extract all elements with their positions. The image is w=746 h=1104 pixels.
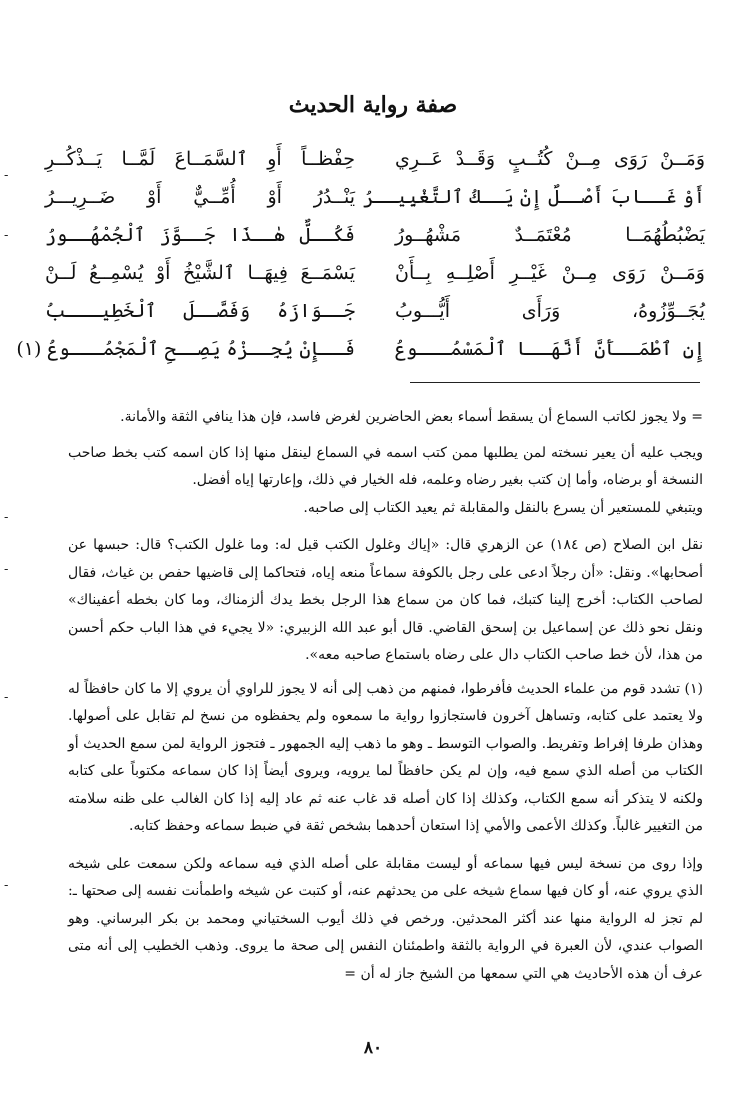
verse-second-hemistich: يَنْــدُرُ أَوْ أُمِّــيٌّ أَوْ ضَــرِيـــرُ (45, 186, 355, 208)
verse-second-hemistich: يَسْمَــعَ فِيهَــا ٱلشَّيْخُ أَوْ يُسْمِــعُ لَــنْ (45, 262, 355, 284)
footnote-separator (410, 382, 700, 383)
poem-verses (16, 140, 705, 368)
verse-second-hemistich: جَــوَازَهُ وَفَصَّــلَ ٱلْخَطِيـــبُ (45, 300, 355, 322)
verse-first-hemistich: أَوْ غَــابَ أَصْــلٌ إِنْ يَــكُ ٱلتَّغْيِيــرُ (363, 186, 705, 208)
verse-first-hemistich: وَمَــنْ رَوَى مِــنْ كُتُــبٍ وَقَــدْ عَــرِي (395, 148, 705, 170)
verse-first-hemistich: وَمَــنْ رَوَى مِــنْ غَيْــرِ أَصْلِــهِ بِــأَنْ (395, 262, 705, 284)
note-continuation: = ولا يجوز لكاتب السماع أن يسقط أسماء بعض الحاضرين لغرض فاسد، فإن هذا ينافي الثقة والأمانة. (120, 409, 703, 425)
footnote-1: (١) تشدد قوم من علماء الحديث فأفرطوا، فمنهم من ذهب إلى أنه لا يجوز للراوي أن يروي إلا ما كان حافظاً له ولا يعتمد على كتابه، وتساهل آخرون فاستجازوا رواية ما سمعوه ولم يحفظوه من نسخ لم تقابل على أصولها. وهذان طرفا إفراط وتفريط. والصواب التوسط ـ وهو ما ذهب إليه الجمهور ـ فتجوز الرواية لمن سمع الحديث أو الكتاب من أصله الذي سمع فيه، وإن لم يكن حافظاً لما يرويه، ويروى أيضاً إذا كان سماعه مكتوباً على كتابه ولكنه لا يتذكر أنه سمع الكتاب، وكذلك إذا كان أصله قد غاب عنه ثم عاد إليه إذا كان الغالب على ظنه سلامته من التغيير غالباً. وكذلك الأعمى والأمي إذا استعان أحدهما بشخص ثقة في ضبط سماعه وحفظ كتابه. (68, 680, 703, 834)
note-paragraph: ويجب عليه أن يعير نسخته لمن يطلبها ممن كتب اسمه في السماع لينقل منها إذا كان اسمه كتب بخط صاحب النسخة أو برضاه، وأما إن كتب بغير رضاه وعلمه، فله الخيار في ذلك، وإعارتها إياه أفضل. (68, 444, 703, 488)
verse-first-hemistich: يَضْبُطُهُمَــا مُعْتَمَــدٌ مَشْهُــورُ (395, 224, 705, 246)
margin-mark: - (4, 878, 9, 893)
margin-mark: - (4, 690, 9, 705)
verse-line (45, 254, 705, 292)
page-number: ٨٠ (363, 1038, 383, 1058)
verse-second-hemistich: حِفْظــاً أَوِ ٱلسَّمَــاعَ لَمَّــا يَــذْكُــرِ (45, 148, 355, 170)
verse-second-hemistich: فَكُــلٌّ هٰــذَا جَــوَّزَ ٱلْجُمْهُــورُ (45, 224, 355, 246)
margin-mark: - (4, 562, 9, 577)
verse-line (45, 178, 705, 216)
verse-line (45, 140, 705, 178)
verse-first-hemistich: يُجَــوِّزُوهُ، وَرَأَى أَيُّـــوبُ (395, 300, 705, 322)
verse-second-hemistich: فَــإِنْ يُجِــزْهُ يَصِــحِ ٱلْمَجْمُـــوعُ (١) (16, 338, 355, 360)
note-paragraph: وإذا روى من نسخة ليس فيها سماعه أو ليست مقابلة على أصله الذي فيه سماعه ولكن سمعت على شيخه الذي يروي عنه، أو كان فيها سماع شيخه على من يحدثهم عنه، أو كتبت عن شيخه واطمأنت نفسه إلى صحتها ـ: لم تجز له الرواية منها عند أكثر المحدثين. ورخص في ذلك أيوب السختياني ومحمد بن بكر البرساني. وهو الصواب عندي، لأن العبرة في الرواية بالثقة واطمئنان النفس إلى صحة ما يروى. وذهب الخطيب إلى أنه متى عرف أن هذه الأحاديث هي التي سمعها من الشيخ جاز له أن = (68, 855, 703, 982)
verse-line (45, 216, 705, 254)
note-paragraph: نقل ابن الصلاح (ص ١٨٤) عن الزهري قال: «إياك وغلول الكتب قيل له: وما غلول الكتب؟ قال: حبسها عن أصحابها». ونقل: «أن رجلاً ادعى على رجل بالكوفة سماعاً منعه إياه، فتحاكما إلى قاضيها حفص بن غياث، فقال لصاحب الكتاب: أخرج إلينا كتبك، فما كان من سماع هذا الرجل بخط يدك ألزمناك، وما كان بخطه أعفيناك» ونقل نحو ذلك عن إسماعيل بن إسحق القاضي. قال أبو عبد الله الزبيري: «لا يجيء في هذا الباب حكم أحسن من هذا، لأن خط صاحب الكتاب دال على رضاه باستماع صاحبه معه». (68, 537, 703, 663)
note-paragraph: ويتبغي للمستعير أن يسرع بالنقل والمقابلة ثم يعيد الكتاب إلى صاحبه. (303, 499, 703, 516)
margin-mark: - (4, 168, 9, 183)
verse-line (45, 292, 705, 330)
page-title: صفة رواية الحديث (288, 92, 458, 118)
margin-mark: - (4, 228, 9, 243)
margin-mark: - (4, 510, 9, 525)
verse-first-hemistich: إِنِ ٱطْمَــأَنَّ أَنَّهَــا ٱلْمَسْمُـــوعُ (395, 338, 705, 360)
verse-line (16, 330, 705, 368)
footnotes (68, 404, 703, 988)
